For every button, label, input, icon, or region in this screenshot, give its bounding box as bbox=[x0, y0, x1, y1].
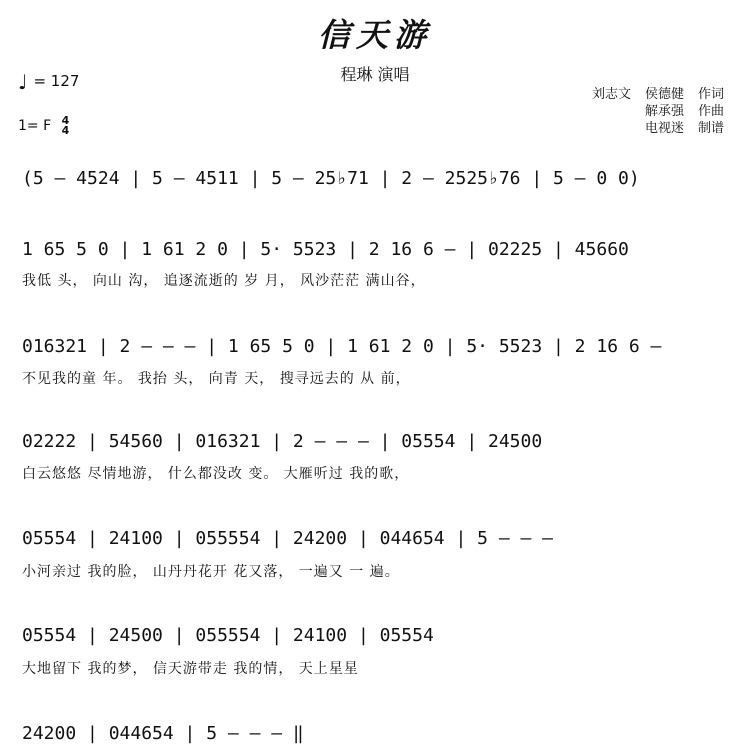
credit-row-score bbox=[592, 120, 724, 137]
time-sig-top: 4 bbox=[61, 114, 70, 127]
score-row-7: 24200 | 044654 | 5 – – – ‖ bbox=[22, 723, 304, 744]
score-row-intro: (5 – 4524 | 5 – 4511 | 5 – 25♭71 | 2 – 2525♭76 | 5 – 0 0) bbox=[22, 168, 640, 189]
tempo-value: = 127 bbox=[33, 72, 80, 90]
lyric-row-6: 大地留下 我的梦， 信天游带走 我的情， 天上星星 bbox=[22, 661, 359, 677]
score-row-4: 02222 | 54560 | 016321 | 2 – – – | 05554 | 24500 bbox=[22, 431, 543, 452]
quarter-note-icon: ♩ bbox=[18, 70, 28, 94]
time-signature bbox=[62, 116, 70, 136]
singer-credit: 程琳 演唱 bbox=[340, 65, 410, 84]
tempo-marking bbox=[18, 70, 79, 94]
lyric-row-3: 不见我的童 年。 我抬 头， 向青 天， 搜寻远去的 从 前， bbox=[22, 371, 411, 387]
credit-role: 制谱 bbox=[697, 121, 724, 136]
credit-name: 解承强 bbox=[644, 104, 684, 119]
credit-name: 侯德健 bbox=[644, 87, 684, 102]
lyric-row-2: 我低 头， 向山 沟， 追逐流逝的 岁 月， 风沙茫茫 满山谷， bbox=[22, 273, 426, 289]
key-signature bbox=[18, 116, 69, 136]
score-row-2: 1 65 5 0 | 1 61 2 0 | 5· 5523 | 2 16 6 – | 02225 | 45660 bbox=[22, 239, 629, 260]
time-sig-bottom: 4 bbox=[61, 124, 70, 137]
credit-role: 作词 bbox=[697, 87, 724, 102]
credit-role: 作曲 bbox=[697, 104, 724, 119]
lyric-row-5: 小河亲过 我的脸， 山丹丹花开 花又落， 一遍又 一 遍。 bbox=[22, 564, 400, 580]
credit-name: 刘志文 bbox=[591, 87, 631, 102]
credits-block bbox=[592, 86, 724, 137]
song-title: 信天游 bbox=[317, 16, 432, 54]
lyric-row-4: 白云悠悠 尽情地游， 什么都没改 变。 大雁听过 我的歌， bbox=[22, 466, 410, 482]
key-label: 1= F bbox=[18, 118, 52, 134]
score-row-5: 05554 | 24100 | 055554 | 24200 | 044654 | 5 – – – bbox=[22, 528, 554, 549]
score-row-3: 016321 | 2 – – – | 1 65 5 0 | 1 61 2 0 | 5· 5523 | 2 16 6 – bbox=[22, 336, 662, 357]
credit-row-lyrics bbox=[592, 86, 724, 103]
credit-name: 电视迷 bbox=[644, 121, 684, 136]
score-row-6: 05554 | 24500 | 055554 | 24100 | 05554 bbox=[22, 625, 434, 646]
credit-row-music bbox=[592, 103, 724, 120]
